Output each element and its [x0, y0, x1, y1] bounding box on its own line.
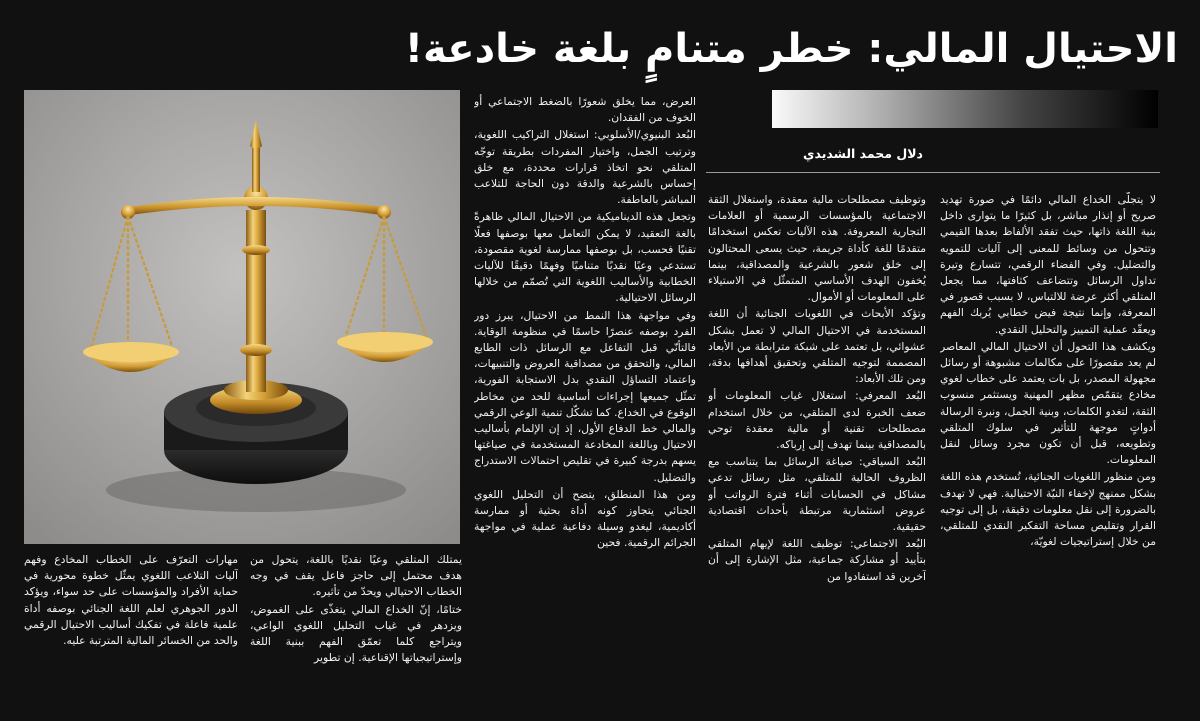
paragraph: وتجعل هذه الديناميكية من الاحتيال المالي ظاهرةً بالغة التعقيد، لا يمكن التعامل معها بوصفها فعلًا تقنيًا فحسب، بل بوصفها ممارسة لغوية مقصودة، تستدعي وعيًا نقديًا متناميًا وفهمًا دقيقًا للآليات الخطابية والأساليب اللغوية التي تُصمّم من خلالها الرسائل الاحتيالية. — [474, 210, 696, 305]
paragraph: البُعد المعرفي: استغلال غياب المعلومات أو ضعف الخبرة لدى المتلقي، من خلال استخدام مصطلحات تقنية أو مالية معقدة توحي بالمصداقية بينما تهدف إلى إرباكه. — [708, 389, 926, 452]
paragraph: البُعد السياقي: صياغة الرسائل بما يتناسب مع الظروف الحالية للمتلقي، مثل رسائل تدعي مشاكل في الحسابات أثناء فترة الرواتب أو عروض استثمارية مرتبطة بأحداث اقتصادية حقيقية. — [708, 455, 926, 534]
scales-of-justice-image — [24, 90, 460, 544]
byline-divider — [706, 172, 1160, 173]
paragraph: لا يتجلّى الخداع المالي دائمًا في صورة تهديد صريح أو إنذار مباشر، بل كثيرًا ما يتوارى داخل بنية اللغة ذاتها، حيث تفقد الألفاظ بعدها القيمي وتتحول من وسائط للمعنى إلى آليات للتمويه والتضليل. وفي الفضاء الرقمي، تتسارع وتيرة تداول الرسائل وتتضاعف كثافتها، مما يجعل المتلقي أكثر عرضة للالتباس، لا بسبب قصور في المعرفة، وإنما نتيجة فيض خطابي يُربك الفهم ويعقّد عملية التمييز والتحليل النقدي. — [940, 193, 1156, 336]
paragraph: ختامًا، إنّ الخداع المالي يتغذّى على الغموض، ويزدهر في غياب التحليل اللغوي الواعي، ويتراجع كلما تعمّق الفهم ببنية اللغة وإستراتيجياتها الإقناعية. إن تطوير — [250, 602, 462, 665]
article-column-5 — [24, 552, 238, 712]
paragraph: وتؤكد الأبحاث في اللغويات الجنائية أن اللغة المستخدمة في الاحتيال المالي لا تعمل بشكل عشوائي، بل تعتمد على شبكة مترابطة من الأبعاد المصممة لتوجيه المتلقي وتحقيق أهدافها بدقة، ومن تلك الأبعاد: — [708, 307, 926, 386]
paragraph: يمتلك المتلقي وعيًا نقديًا باللغة، يتحول من هدف محتمل إلى حاجز فاعل يقف في وجه الخطاب الاحتيالي ويحدّ من تأثيره. — [250, 553, 462, 599]
paragraph: البُعد البنيوي/الأسلوبي: استغلال التراكيب اللغوية، وترتيب الجمل، واختيار المفردات بطريقة توجّه المتلقي نحو اتخاذ قرارات محددة، مع خلق إحساس بالشرعية والدقة دون الحاجة للتلاعب المباشر بالعاطفة. — [474, 128, 696, 207]
article-column-3 — [474, 94, 696, 712]
paragraph: مهارات التعرّف على الخطاب المخادع وفهم آليات التلاعب اللغوي يمثّل خطوة محورية في حماية الأفراد والمؤسسات على حد سواء، ويؤكد الدور الجوهري لعلم اللغة الجنائي بوصفه أداة علمية فاعلة في تفكيك أساليب الاحتيال الرقمي والحد من الخسائر المالية المترتبة عليه. — [24, 553, 238, 648]
article-column-4 — [250, 552, 462, 712]
author-byline: دلال محمد الشديدي — [803, 146, 923, 161]
paragraph: البُعد الاجتماعي: توظيف اللغة لإيهام المتلقي بتأييد أو مشاركة جماعية، مثل الإشارة إلى أن آخرين قد استفادوا من — [708, 537, 926, 583]
paragraph: ومن هذا المنطلق، يتضح أن التحليل اللغوي الجنائي يتجاوز كونه أداة بحثية أو ممارسة أكاديمية، ليغدو وسيلة دفاعية عملية في مواجهة الجرائم الرقمية. فحين — [474, 487, 696, 550]
paragraph: وتوظيف مصطلحات مالية معقدة، واستغلال الثقة الاجتماعية بالمؤسسات الرسمية أو العلامات التجارية المعروفة. هذه الآليات تعكس استخدامًا متقدمًا للغة كأداة جريمة، حيث يسعى المحتالون إلى خلق شعور بالشرعية والمصداقية، بينما يُخفون الهدف الأساسي المتمثّل في الاستيلاء على المعلومات أو الأموال. — [708, 193, 926, 304]
article-title: الاحتيال المالي: خطر متنامٍ بلغة خادعة! — [404, 26, 1178, 72]
paragraph: ومن منظور اللغويات الجنائية، تُستخدم هذه اللغة بشكل ممنهج لإخفاء النيّة الاحتيالية. فهي لا تهدف بالضرورة إلى نقل معلومات دقيقة، بل إلى توجيه القرار وتقليص مساحة التفكير النقدي للمتلقي، من خلال إستراتيجيات لغويّة، — [940, 470, 1156, 549]
article-column-2 — [708, 192, 926, 712]
paragraph: العرض، مما يخلق شعورًا بالضغط الاجتماعي أو الخوف من الفقدان. — [474, 95, 696, 125]
header-gradient-bar — [772, 90, 1158, 128]
paragraph: وفي مواجهة هذا النمط من الاحتيال، يبرز دور الفرد بوصفه عنصرًا حاسمًا في منظومة الوقاية. فالتأنّي قبل التفاعل مع الرسائل ذات الطابع المالي، والتحقق من مصداقية العروض والتنبيهات، واعتماد التساؤل النقدي بدل الاستجابة الفورية، تمثّل جميعها إجراءات أساسية للحد من مخاطر الوقوع في الخداع. كما تشكّل تنمية الوعي الرقمي والمالي خط الدفاع الأول، إذ إن الإلمام بأساليب الاحتيال وباللغة المخادعة المستخدمة في صياغتها يسهم بدرجة كبيرة في تقليص احتمالات الاستدراج والتضليل. — [474, 308, 696, 484]
paragraph: ويكشف هذا التحول أن الاحتيال المالي المعاصر لم يعد مقصورًا على مكالمات مشبوهة أو رسائل مجهولة المصدر، بل بات يعتمد على خطاب لغوي مخادع يتقمّص مظهر المهنية ويستثمر منسوب الثقة، لتغدو الكلمات، وبنية الجمل، ونبرة الرسالة أدواتٍ موجهة للتأثير في سلوك المتلقي وتطويعه، قبل أن تكون مجرد وسائل لنقل المعلومات. — [940, 339, 1156, 467]
article-column-1 — [940, 192, 1156, 712]
